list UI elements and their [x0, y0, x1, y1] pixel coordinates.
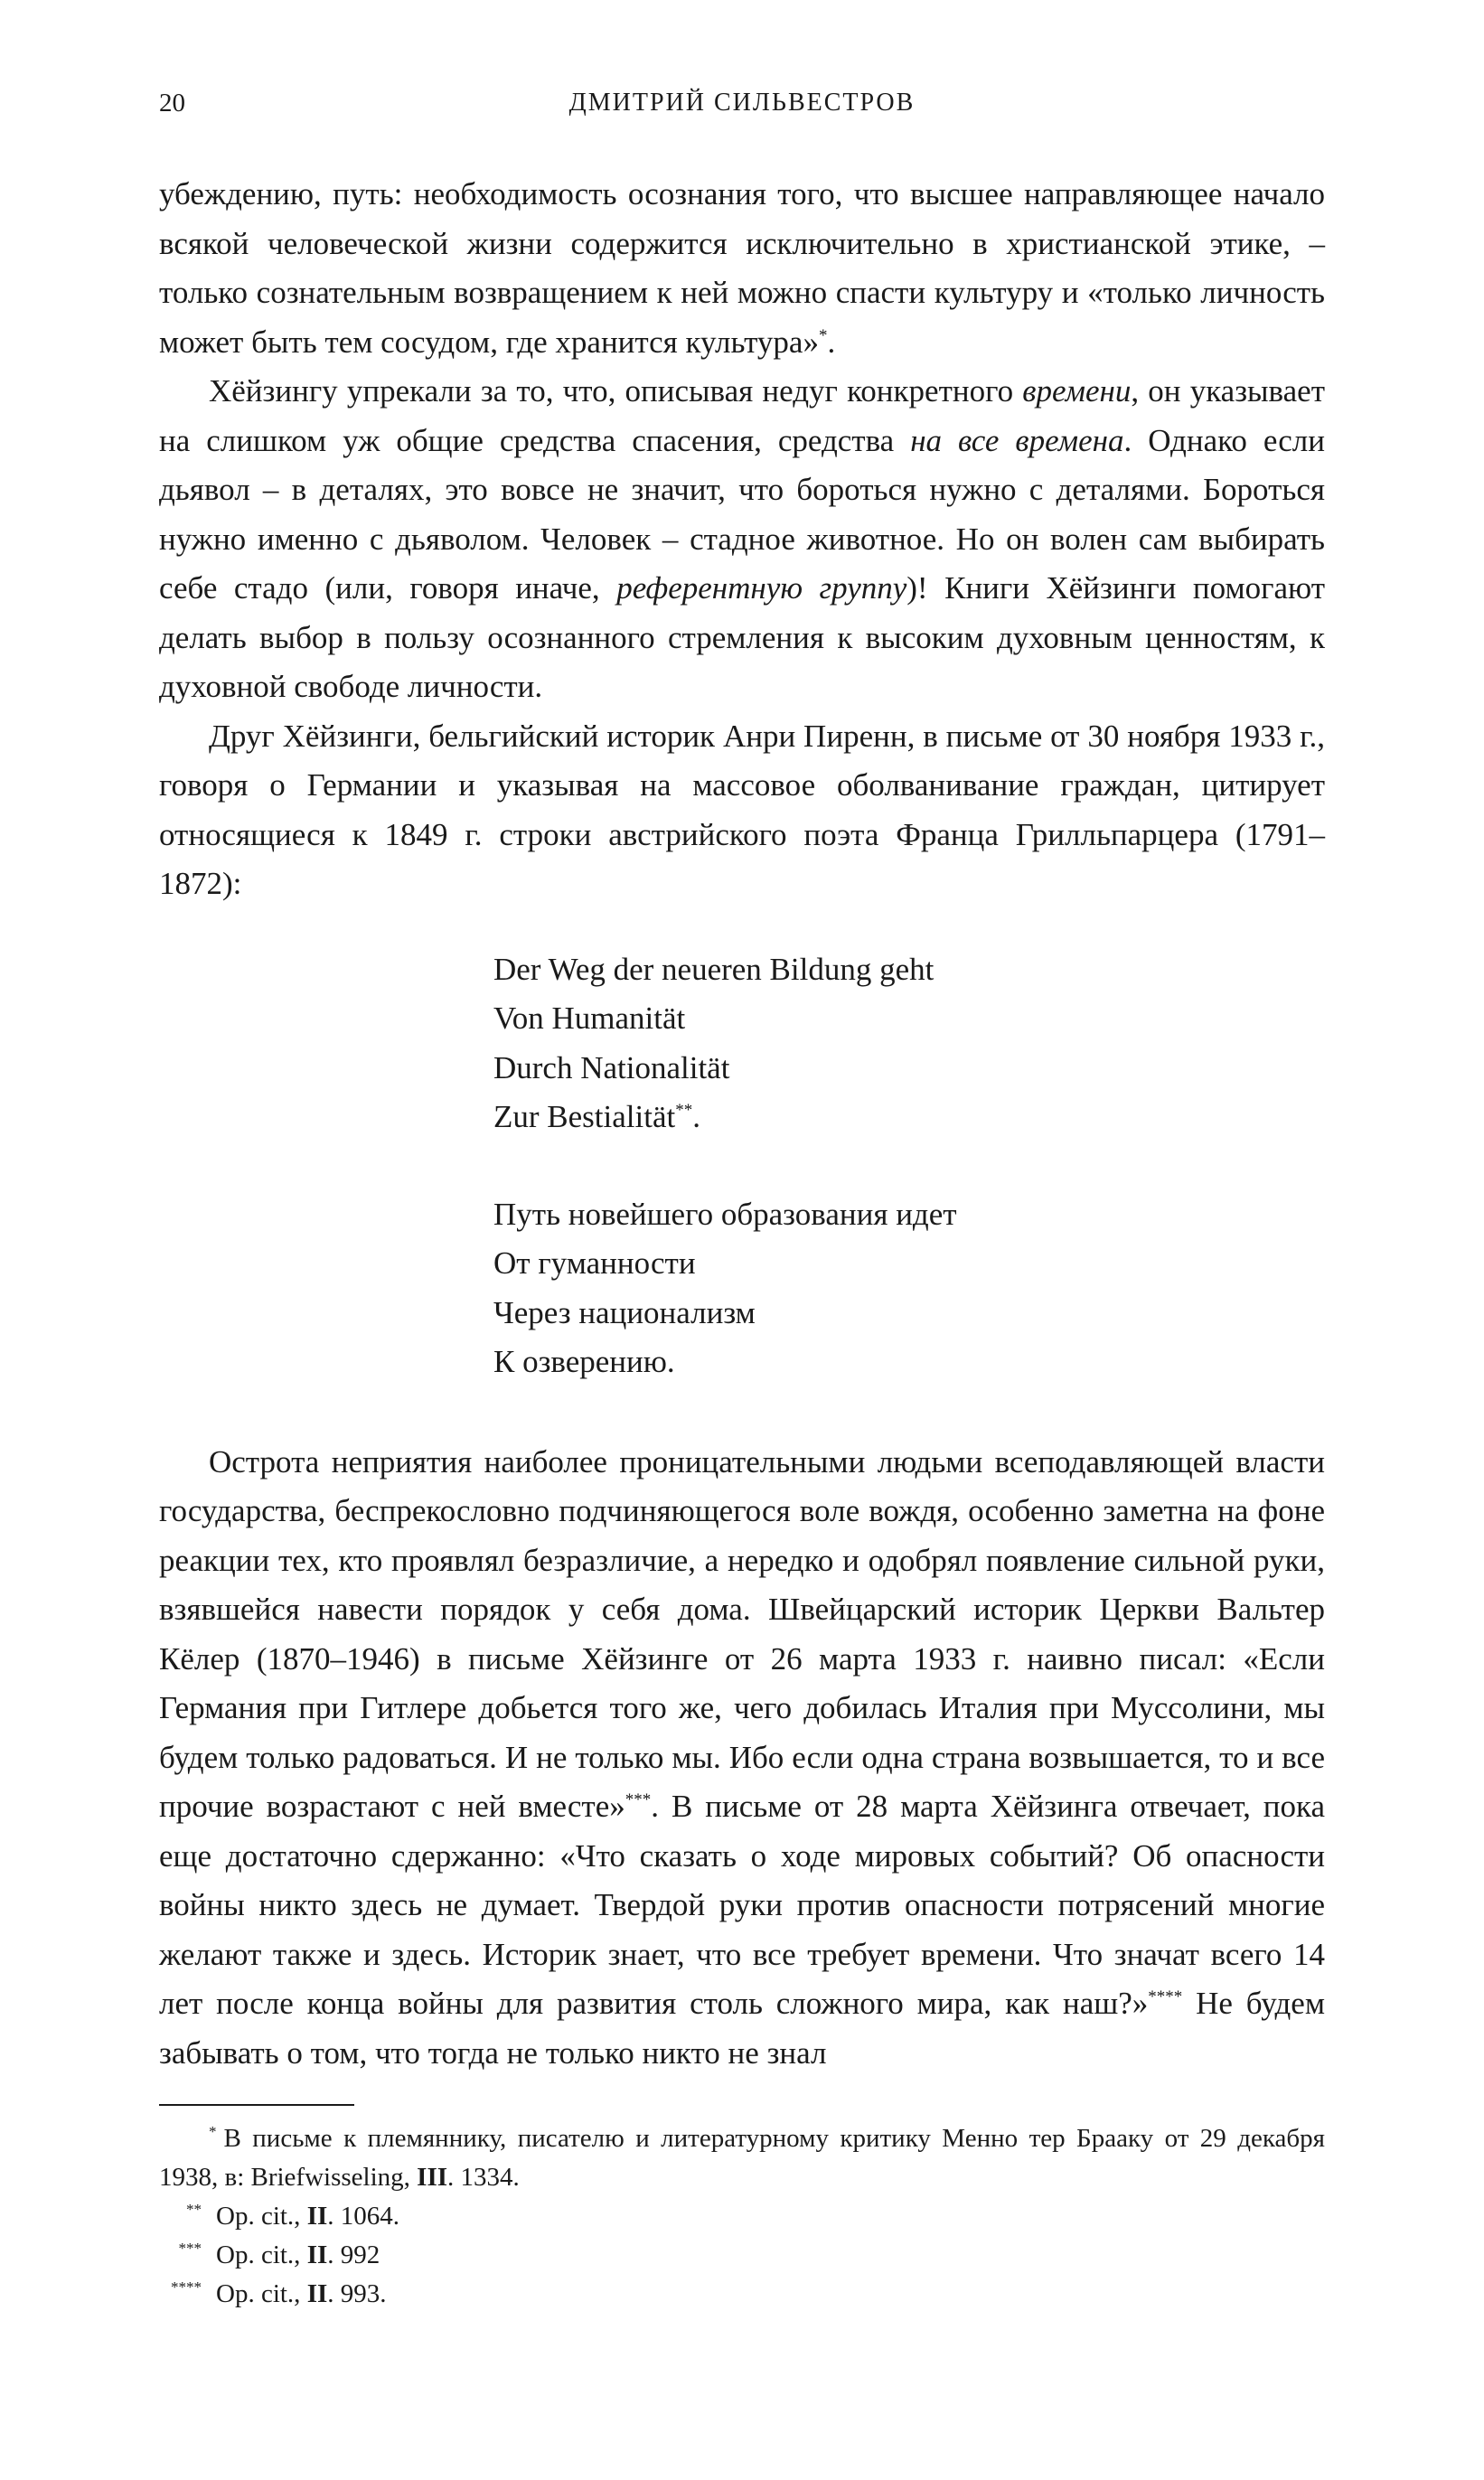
- footnote-2-mark: **: [186, 2201, 202, 2218]
- footnote-2-text: Op. cit.,: [216, 2202, 307, 2231]
- poem-russian-stanza: [493, 1190, 1325, 1387]
- paragraph-1-end: .: [827, 324, 836, 360]
- paragraph-2-seg1: Хёйзингу упрекали за то, что, описывая недуг конкретного: [209, 373, 1023, 409]
- paragraph-2-em3: референтную группу: [616, 570, 907, 606]
- footnote-4-mark-wrap: [158, 2275, 209, 2314]
- footnote-3-mark: ***: [178, 2240, 202, 2257]
- paragraph-4-seg1: Острота неприятия наиболее проницательными людьми всеподавляющей власти государства, беспрекословно подчиняющегося воле вождя, особенно заметна на фоне реакции тех, кто проявлял безразличие, а нередко и одобрял появление сильной руки, взявшейся навести порядок у себя дома. Швейцарский историк Церкви Вальтер Кёлер (1870–1946) в письме Хёйзинге от 26 марта 1933 г. наивно писал: «Если Германия при Гитлере добьется того же, чего добилась Италия при Муссолини, мы будем только радоваться. И не только мы. Ибо если одна страна возвышается, то и все прочие возрастают с ней вместе»: [159, 1443, 1325, 1824]
- footnote-4-text: Op. cit.,: [216, 2279, 307, 2308]
- paragraph-2: [159, 367, 1325, 712]
- footnote-3-mark-wrap: [158, 2236, 209, 2275]
- footnote-ref-2: **: [675, 1101, 693, 1120]
- paragraph-2-seg4: )! Книги Хёйзинги помогают делать выбор в пользу осознанного стремления к высоким духовным ценностям, к духовной свободе личности.: [159, 570, 1326, 704]
- poem-ru-line-2: От гуманности: [493, 1245, 696, 1281]
- paragraph-4: [159, 1438, 1325, 2079]
- footnote-3-text: Op. cit.,: [216, 2240, 307, 2269]
- footnote-4: [159, 2275, 1325, 2314]
- footnote-2-mark-wrap: [158, 2197, 209, 2236]
- footnote-ref-3: ***: [625, 1790, 652, 1809]
- paragraph-1: [159, 170, 1325, 367]
- poem-de-line-4: [493, 1093, 1325, 1142]
- footnote-2: [159, 2197, 1325, 2236]
- footnote-4-page: . 993.: [327, 2279, 387, 2308]
- paragraph-1-text: убеждению, путь: необходимость осознания того, что высшее направляющее начало всякой человеческой жизни содержится исключительно в христианской этике, – только сознательным возвращением к ней можно спасти культуру и «только личность может быть тем сосудом, где хранится культура»: [159, 176, 1325, 360]
- footnote-3-page: . 992: [327, 2240, 380, 2269]
- poem-quote: [493, 945, 1325, 1387]
- poem-de-line-2: Von Humanität: [493, 1000, 686, 1036]
- footnote-2-page: . 1064.: [327, 2202, 400, 2231]
- footnote-1-text: В письме к племяннику, писателю и литературному критику Менно тер Брааку от 29 декабря 1938, в: Briefwisseling,: [159, 2124, 1325, 2192]
- footnote-1: [159, 2119, 1325, 2197]
- poem-de-line-4-text: Zur Bestialität: [493, 1099, 676, 1134]
- paragraph-4-seg2: . В письме от 28 марта Хёйзинга отвечает, пока еще достаточно сдержанно: «Что сказать о ходе мировых событий? Об опасности войны никто здесь не думает. Твердой руки против опасности потрясений многие желают также и здесь. Историк знает, что все требует времени. Что значат всего 14 лет после конца войны для развития столь сложного мира, как наш?»: [159, 1789, 1326, 2021]
- paragraph-3: [159, 712, 1325, 909]
- main-text: [159, 170, 1325, 2078]
- poem-ru-line-4: К озверению.: [493, 1344, 675, 1379]
- footnote-2-volume: II: [306, 2202, 328, 2231]
- footnote-separator: [159, 2104, 354, 2106]
- poem-de-line-1: Der Weg der neueren Bildung geht: [493, 951, 935, 987]
- paragraph-2-seg2: , он указывает на слишком уж общие средства спасения, средства: [159, 373, 1325, 458]
- paragraph-2-seg3: . Однако если дьявол – в деталях, это вовсе не значит, что бороться нужно с деталями. Бороться нужно именно с дьяволом. Человек – стадное животное. Но он волен сам выбирать себе стадо (или, говоря иначе,: [159, 422, 1325, 606]
- paragraph-4-seg3: Не будем забывать о том, что тогда не только никто не знал: [159, 1986, 1325, 2071]
- running-head: ДМИТРИЙ СИЛЬВЕСТРОВ: [568, 89, 916, 117]
- footnote-1-volume: III: [417, 2163, 448, 2192]
- footnote-ref-4: ****: [1148, 1987, 1183, 2006]
- paragraph-3-text: Друг Хёйзинги, бельгийский историк Анри Пиренн, в письме от 30 ноября 1933 г., говоря о Германии и указывая на массовое оболванивание граждан, цитирует относящиеся к 1849 г. строки австрийского поэта Франца Грилльпарцера (1791–1872):: [159, 718, 1325, 901]
- page-header: [159, 89, 1325, 125]
- poem-ru-line-3: Через национализм: [493, 1294, 756, 1330]
- poem-spacer: [159, 1387, 1325, 1438]
- footnote-3: [159, 2236, 1325, 2275]
- footnote-ref-1: *: [818, 325, 828, 345]
- footnote-1-mark: *: [209, 2123, 217, 2140]
- poem-de-line-3: Durch Nationalität: [493, 1049, 730, 1085]
- paragraph-2-em2: на все времена: [910, 422, 1124, 458]
- footnote-4-volume: II: [306, 2279, 328, 2308]
- footnote-1-page: . 1334.: [447, 2163, 520, 2192]
- paragraph-2-em1: времени: [1022, 373, 1132, 409]
- poem-ru-line-1: Путь новейшего образования идет: [493, 1196, 957, 1232]
- poem-german-stanza: [493, 945, 1325, 1142]
- footnotes: [159, 2119, 1325, 2314]
- footnote-4-mark: ****: [171, 2278, 202, 2296]
- poem-de-line-4-end: .: [692, 1099, 700, 1134]
- footnote-3-volume: II: [306, 2240, 328, 2269]
- page-number: 20: [159, 89, 185, 117]
